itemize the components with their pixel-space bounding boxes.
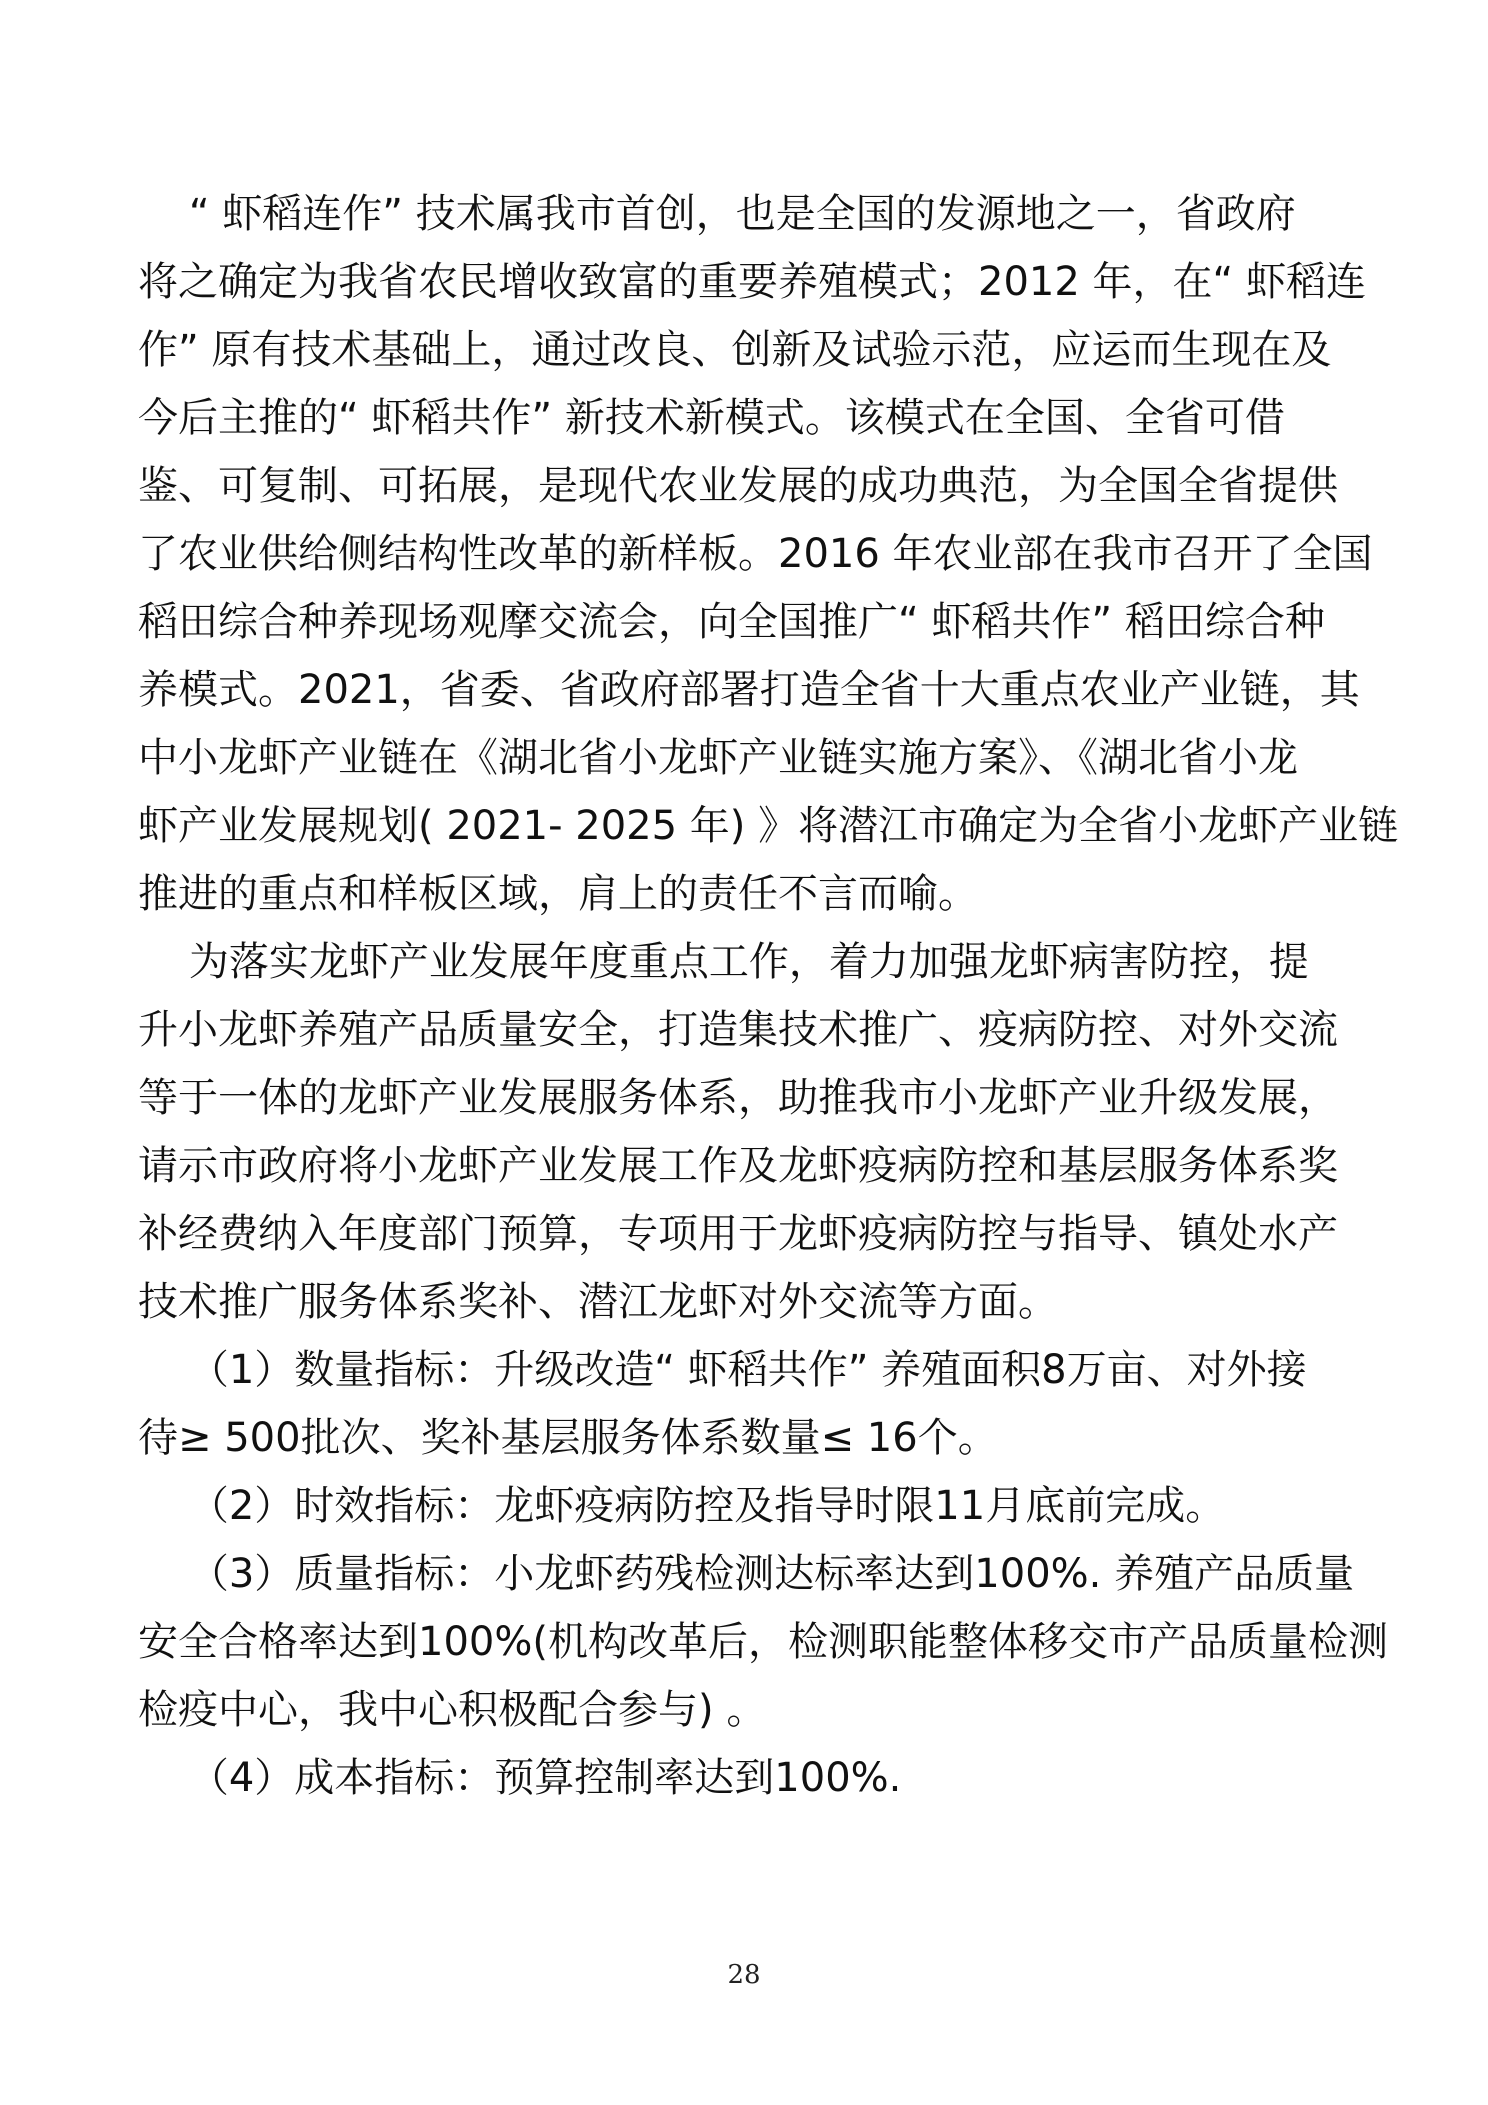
text-line: 虾产业发展规划( 2021- 2025 年) 》将潜江市确定为全省小龙虾产业链 — [138, 803, 1399, 849]
text-line: （1）数量指标：升级改造“ 虾稻共作” 养殖面积8万亩、对外接 — [138, 1347, 1307, 1393]
text-line: 中小龙虾产业链在《湖北省小龙虾产业链实施方案》、《湖北省小龙 — [138, 735, 1298, 781]
text-line: 稻田综合种养现场观摩交流会，向全国推广“ 虾稻共作” 稻田综合种 — [138, 599, 1325, 645]
text-line: 待≥ 500批次、奖补基层服务体系数量≤ 16个。 — [138, 1415, 998, 1461]
text-line: 补经费纳入年度部门预算，专项用于龙虾疫病防控与指导、镇处水产 — [138, 1211, 1338, 1257]
text-line: 将之确定为我省农民增收致富的重要养殖模式；2012 年，在“ 虾稻连 — [138, 259, 1366, 305]
text-line: 鉴、可复制、可拓展，是现代农业发展的成功典范，为全国全省提供 — [138, 463, 1338, 509]
page-number: 28 — [727, 1960, 761, 1990]
text-line: 为落实龙虾产业发展年度重点工作，着力加强龙虾病害防控，提 — [138, 939, 1309, 985]
text-line: 检疫中心，我中心积极配合参与) 。 — [138, 1687, 767, 1733]
text-line: 安全合格率达到100%(机构改革后，检测职能整体移交市产品质量检测 — [138, 1619, 1388, 1665]
text-line: 升小龙虾养殖产品质量安全，打造集技术推广、疫病防控、对外交流 — [138, 1007, 1338, 1053]
text-line: （3）质量指标：小龙虾药残检测达标率达到100%. 养殖产品质量 — [138, 1551, 1355, 1597]
text-line: 了农业供给侧结构性改革的新样板。2016 年农业部在我市召开了全国 — [138, 531, 1373, 577]
text-line: “ 虾稻连作” 技术属我市首创，也是全国的发源地之一，省政府 — [138, 191, 1296, 237]
text-line: 养模式。2021，省委、省政府部署打造全省十大重点农业产业链，其 — [138, 667, 1360, 713]
text-line: （4）成本指标：预算控制率达到100%. — [138, 1755, 902, 1801]
text-line: 请示市政府将小龙虾产业发展工作及龙虾疫病防控和基层服务体系奖 — [138, 1143, 1338, 1189]
text-line: （2）时效指标：龙虾疫病防控及指导时限11月底前完成。 — [138, 1483, 1226, 1529]
text-line: 作” 原有技术基础上，通过改良、创新及试验示范，应运而生现在及 — [138, 327, 1332, 373]
text-line: 今后主推的“ 虾稻共作” 新技术新模式。该模式在全国、全省可借 — [138, 395, 1285, 441]
text-line: 推进的重点和样板区域，肩上的责任不言而喻。 — [138, 871, 978, 917]
text-line: 等于一体的龙虾产业发展服务体系，助推我市小龙虾产业升级发展， — [138, 1075, 1338, 1121]
text-line: 技术推广服务体系奖补、潜江龙虾对外交流等方面。 — [138, 1279, 1058, 1325]
